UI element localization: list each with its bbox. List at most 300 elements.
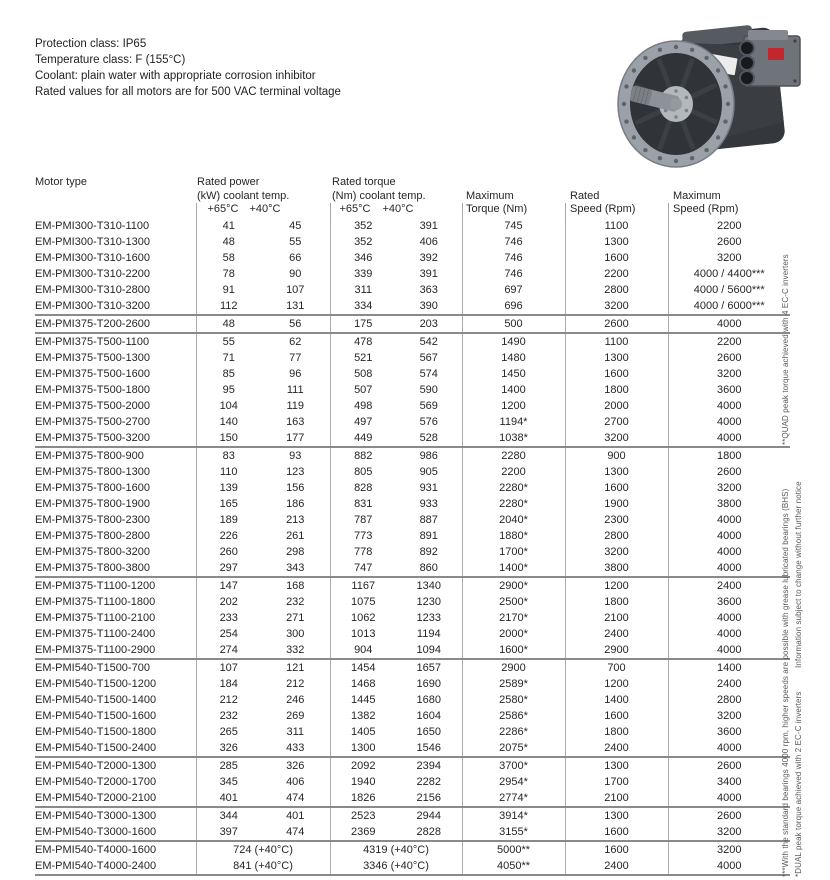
torque-65c-cell: 346 bbox=[330, 250, 396, 266]
table-row bbox=[35, 250, 790, 266]
header-divider bbox=[565, 203, 566, 218]
power-65c-cell: 202 bbox=[196, 594, 261, 610]
rated-speed-cell: 900 bbox=[565, 447, 668, 464]
motor-type-cell: EM-PMI375-T800-2800 bbox=[35, 530, 150, 542]
power-40c-cell: 156 bbox=[286, 482, 305, 494]
max-torque-cell: 2280* bbox=[462, 496, 565, 512]
motor-type-cell: EM-PMI375-T1100-2100 bbox=[35, 612, 156, 624]
rated-speed-cell: 3200 bbox=[565, 430, 668, 447]
max-torque-cell: 1490 bbox=[462, 333, 565, 350]
max-torque-cell: 2170* bbox=[462, 610, 565, 626]
torque-65c-cell: 1382 bbox=[330, 708, 396, 724]
rated-speed-cell: 1200 bbox=[565, 676, 668, 692]
max-speed-cell: 2400 bbox=[668, 577, 790, 594]
max-speed-cell: 4000 bbox=[668, 642, 790, 659]
max-torque-cell: 697 bbox=[462, 282, 565, 298]
max-speed-cell: 4000 bbox=[668, 740, 790, 757]
torque-40c-cell: 891 bbox=[419, 530, 438, 542]
power-65c-cell: 85 bbox=[196, 366, 261, 382]
table-row bbox=[35, 382, 790, 398]
torque-65c-cell: 778 bbox=[330, 544, 396, 560]
power-65c-cell: 189 bbox=[196, 512, 261, 528]
torque-65c-cell: 1468 bbox=[330, 676, 396, 692]
max-speed-cell: 3600 bbox=[668, 382, 790, 398]
torque-65c-cell: 831 bbox=[330, 496, 396, 512]
max-speed-cell: 3200 bbox=[668, 366, 790, 382]
table-row bbox=[35, 414, 790, 430]
power-40c-cell: 300 bbox=[286, 628, 305, 640]
motor-type-cell: EM-PMI540-T3000-1600 bbox=[35, 824, 196, 841]
power-65c-cell: 212 bbox=[196, 692, 261, 708]
table-row bbox=[35, 790, 790, 807]
max-torque-cell: 2900* bbox=[462, 577, 565, 594]
torque-40c-cell: 528 bbox=[396, 430, 462, 447]
torque-40c-cell: 1230 bbox=[416, 596, 441, 608]
table-row bbox=[35, 858, 790, 875]
max-speed-cell: 4000 bbox=[668, 315, 790, 333]
torque-65c-cell: 805 bbox=[330, 464, 396, 480]
max-torque-cell: 2286* bbox=[462, 724, 565, 740]
max-torque-cell: 1194* bbox=[462, 414, 565, 430]
torque-40c-cell: 2156 bbox=[396, 790, 462, 807]
rated-speed-cell: 1800 bbox=[565, 594, 668, 610]
max-torque-cell: 1450 bbox=[462, 366, 565, 382]
rated-speed-cell: 1600 bbox=[565, 250, 668, 266]
max-speed-cell: 4000 / 4400*** bbox=[668, 266, 790, 282]
torque-65c-cell: 2369 bbox=[330, 824, 396, 841]
power-40c-cell: 311 bbox=[286, 726, 305, 738]
power-40c-cell: 186 bbox=[286, 498, 305, 510]
max-speed-cell: 3200 bbox=[668, 480, 790, 496]
terminal-box-icon bbox=[740, 30, 800, 86]
motor-type-cell: EM-PMI375-T1100-1200 bbox=[35, 580, 156, 592]
torque-65c-cell: 1454 bbox=[330, 659, 396, 676]
rated-speed-cell: 1900 bbox=[565, 496, 668, 512]
power-65c-cell: 91 bbox=[196, 282, 261, 298]
power-65c-cell: 104 bbox=[196, 398, 261, 414]
rated-power-cell: 841 (+40°C) bbox=[196, 858, 330, 875]
power-40c-cell: 269 bbox=[286, 710, 305, 722]
max-speed-cell: 3200 bbox=[668, 708, 790, 724]
power-65c-cell: 150 bbox=[196, 430, 261, 447]
power-65c-cell: 112 bbox=[196, 298, 261, 315]
max-torque-cell: 1880* bbox=[462, 528, 565, 544]
torque-40c-cell: 1340 bbox=[416, 580, 441, 592]
power-65c-cell: 48 bbox=[196, 234, 261, 250]
table-row bbox=[35, 298, 790, 315]
power-40c-cell: 90 bbox=[289, 268, 302, 280]
table-row bbox=[35, 708, 790, 724]
torque-40c-cell: 1233 bbox=[416, 612, 441, 624]
power-40c-cell: 261 bbox=[286, 530, 305, 542]
torque-40c-cell: 390 bbox=[396, 298, 462, 315]
max-torque-cell: 2075* bbox=[462, 740, 565, 757]
rated-speed-cell: 2800 bbox=[565, 528, 668, 544]
max-speed-cell: 2800 bbox=[668, 692, 790, 708]
table-row bbox=[35, 282, 790, 298]
max-speed-cell: 4000 bbox=[668, 858, 790, 875]
table-row bbox=[35, 807, 790, 824]
max-torque-cell: 745 bbox=[462, 218, 565, 234]
rated-speed-cell: 3200 bbox=[565, 298, 668, 315]
motor-type-cell: EM-PMI375-T800-2300 bbox=[35, 514, 150, 526]
motor-type-cell: EM-PMI540-T1500-700 bbox=[35, 662, 150, 674]
power-40c-cell: 177 bbox=[261, 430, 330, 447]
power-65c-cell: 297 bbox=[196, 560, 261, 577]
max-speed-cell: 4000 bbox=[668, 560, 790, 577]
header-power-coolant: (kW) coolant temp. bbox=[197, 190, 290, 202]
torque-65c-cell: 498 bbox=[330, 398, 396, 414]
power-65c-cell: 326 bbox=[196, 740, 261, 757]
motor-type-cell: EM-PMI375-T500-2000 bbox=[35, 400, 150, 412]
table-row bbox=[35, 642, 790, 659]
max-torque-cell: 4050** bbox=[462, 858, 565, 875]
motor-photo bbox=[596, 10, 814, 170]
torque-40c-cell: 1690 bbox=[416, 678, 441, 690]
motor-type-cell: EM-PMI375-T800-1900 bbox=[35, 498, 150, 510]
rated-speed-cell: 1600 bbox=[565, 841, 668, 858]
max-speed-cell: 1800 bbox=[668, 447, 790, 464]
max-speed-cell: 3200 bbox=[668, 824, 790, 841]
max-torque-cell: 500 bbox=[462, 315, 565, 333]
power-65c-cell: 184 bbox=[196, 676, 261, 692]
power-65c-cell: 401 bbox=[196, 790, 261, 807]
header-rated-speed-2: Speed (Rpm) bbox=[570, 203, 636, 215]
rated-speed-cell: 2200 bbox=[565, 266, 668, 282]
max-speed-cell: 2200 bbox=[668, 333, 790, 350]
power-65c-cell: 274 bbox=[196, 642, 261, 659]
power-40c-cell: 474 bbox=[261, 824, 330, 841]
motor-type-cell: EM-PMI375-T500-1300 bbox=[35, 352, 150, 364]
torque-40c-cell: 1094 bbox=[396, 642, 462, 659]
max-torque-cell: 2280* bbox=[462, 480, 565, 496]
table-row bbox=[35, 496, 790, 512]
rated-speed-cell: 2400 bbox=[565, 740, 668, 757]
power-40c-cell: 326 bbox=[286, 760, 305, 772]
torque-65c-cell: 497 bbox=[330, 414, 396, 430]
torque-65c-cell: 882 bbox=[330, 447, 396, 464]
torque-65c-cell: 507 bbox=[330, 382, 396, 398]
max-speed-cell: 3200 bbox=[668, 250, 790, 266]
rated-speed-cell: 3800 bbox=[565, 560, 668, 577]
table-row bbox=[35, 234, 790, 250]
max-speed-cell: 3600 bbox=[668, 594, 790, 610]
motor-type-cell: EM-PMI540-T3000-1300 bbox=[35, 810, 157, 822]
rated-speed-cell: 2700 bbox=[565, 414, 668, 430]
motor-type-cell: EM-PMI375-T800-3200 bbox=[35, 546, 150, 558]
power-40c-cell: 343 bbox=[261, 560, 330, 577]
header-motor-type: Motor type bbox=[35, 176, 87, 188]
power-65c-cell: 265 bbox=[196, 724, 261, 740]
rated-speed-cell: 1100 bbox=[565, 218, 668, 234]
rated-speed-cell: 2400 bbox=[565, 626, 668, 642]
torque-40c-cell: 1657 bbox=[416, 662, 441, 674]
motor-type-cell: EM-PMI540-T1500-1400 bbox=[35, 694, 157, 706]
torque-40c-cell: 2282 bbox=[416, 776, 441, 788]
motor-type-cell: EM-PMI540-T1500-2400 bbox=[35, 740, 196, 757]
table-row bbox=[35, 757, 790, 774]
header-divider bbox=[462, 203, 463, 218]
motor-type-cell: EM-PMI375-T1100-2900 bbox=[35, 642, 196, 659]
torque-65c-cell: 521 bbox=[330, 350, 396, 366]
table-row bbox=[35, 366, 790, 382]
motor-type-cell: EM-PMI540-T2000-1300 bbox=[35, 760, 157, 772]
power-65c-cell: 397 bbox=[196, 824, 261, 841]
max-speed-cell: 2200 bbox=[668, 218, 790, 234]
power-40c-cell: 96 bbox=[289, 368, 302, 380]
protection-class-line: Protection class: IP65 bbox=[35, 38, 147, 50]
power-40c-cell: 232 bbox=[286, 596, 305, 608]
max-torque-cell: 2000* bbox=[462, 626, 565, 642]
rated-speed-cell: 1100 bbox=[565, 333, 668, 350]
power-40c-cell: 271 bbox=[286, 612, 305, 624]
max-speed-cell: 4000 bbox=[668, 430, 790, 447]
rated-speed-cell: 1200 bbox=[565, 577, 668, 594]
rated-speed-cell: 700 bbox=[565, 659, 668, 676]
max-speed-cell: 4000 bbox=[668, 610, 790, 626]
power-65c-cell: 232 bbox=[196, 708, 261, 724]
max-torque-cell: 1400 bbox=[462, 382, 565, 398]
max-speed-cell: 2600 bbox=[668, 757, 790, 774]
rated-speed-cell: 1600 bbox=[565, 366, 668, 382]
table-row bbox=[35, 544, 790, 560]
table-row bbox=[35, 528, 790, 544]
header-torque-65c: +65°C bbox=[339, 203, 371, 215]
header-power-65c: +65°C bbox=[207, 203, 239, 215]
max-torque-cell: 2586* bbox=[462, 708, 565, 724]
max-speed-cell: 4000 / 6000*** bbox=[668, 298, 790, 315]
max-speed-cell: 3600 bbox=[668, 724, 790, 740]
motor-type-cell: EM-PMI375-T800-1300 bbox=[35, 466, 150, 478]
power-40c-cell: 45 bbox=[289, 220, 302, 232]
torque-40c-cell: 1680 bbox=[416, 694, 441, 706]
motor-type-cell: EM-PMI540-T4000-2400 bbox=[35, 858, 196, 875]
rated-speed-cell: 2100 bbox=[565, 790, 668, 807]
torque-65c-cell: 828 bbox=[330, 480, 396, 496]
power-65c-cell: 254 bbox=[196, 626, 261, 642]
header-max-torque-1: Maximum bbox=[466, 190, 514, 202]
power-65c-cell: 140 bbox=[196, 414, 261, 430]
torque-40c-cell: 2828 bbox=[396, 824, 462, 841]
torque-40c-cell: 363 bbox=[419, 284, 438, 296]
power-40c-cell: 93 bbox=[289, 450, 302, 462]
header-torque-40c: +40°C bbox=[382, 203, 414, 215]
header-torque-coolant: (Nm) coolant temp. bbox=[332, 190, 426, 202]
power-65c-cell: 58 bbox=[196, 250, 261, 266]
max-speed-cell: 2600 bbox=[668, 234, 790, 250]
max-torque-cell: 1480 bbox=[462, 350, 565, 366]
power-40c-cell: 212 bbox=[286, 678, 305, 690]
max-torque-cell: 5000** bbox=[462, 841, 565, 858]
power-40c-cell: 107 bbox=[286, 284, 305, 296]
max-speed-cell: 3400 bbox=[668, 774, 790, 790]
power-40c-cell: 433 bbox=[261, 740, 330, 757]
max-speed-cell: 2600 bbox=[668, 464, 790, 480]
motor-type-cell: EM-PMI375-T500-1600 bbox=[35, 368, 150, 380]
max-speed-cell: 4000 bbox=[668, 626, 790, 642]
rated-speed-cell: 1300 bbox=[565, 350, 668, 366]
power-40c-cell: 246 bbox=[286, 694, 305, 706]
coolant-line: Coolant: plain water with appropriate corrosion inhibitor bbox=[35, 70, 316, 82]
torque-65c-cell: 904 bbox=[330, 642, 396, 659]
rated-speed-cell: 3200 bbox=[565, 544, 668, 560]
power-65c-cell: 41 bbox=[196, 218, 261, 234]
power-40c-cell: 131 bbox=[261, 298, 330, 315]
power-65c-cell: 285 bbox=[196, 757, 261, 774]
torque-40c-cell: 1650 bbox=[416, 726, 441, 738]
max-torque-cell: 2589* bbox=[462, 676, 565, 692]
torque-40c-cell: 887 bbox=[419, 514, 438, 526]
header-rated-power: Rated power bbox=[197, 176, 260, 188]
rated-speed-cell: 1800 bbox=[565, 382, 668, 398]
rated-speed-cell: 2600 bbox=[565, 315, 668, 333]
torque-40c-cell: 1194 bbox=[416, 628, 441, 640]
table-row bbox=[35, 740, 790, 757]
power-65c-cell: 107 bbox=[196, 659, 261, 676]
table-row bbox=[35, 512, 790, 528]
max-torque-cell: 2954* bbox=[462, 774, 565, 790]
table-row bbox=[35, 350, 790, 366]
table-row bbox=[35, 626, 790, 642]
max-torque-cell: 2580* bbox=[462, 692, 565, 708]
header-rated-speed-1: Rated bbox=[570, 190, 600, 202]
torque-40c-cell: 203 bbox=[396, 315, 462, 333]
max-speed-cell: 3800 bbox=[668, 496, 790, 512]
power-65c-cell: 345 bbox=[196, 774, 261, 790]
max-torque-cell: 1400* bbox=[462, 560, 565, 577]
spec-info-block bbox=[35, 36, 341, 100]
rated-speed-cell: 1400 bbox=[565, 692, 668, 708]
rated-speed-cell: 1300 bbox=[565, 464, 668, 480]
table-row bbox=[35, 447, 790, 464]
torque-65c-cell: 1300 bbox=[330, 740, 396, 757]
footnote-dual-torque: *DUAL peak torque achieved with 2 EC-C inverters bbox=[794, 691, 803, 877]
torque-65c-cell: 311 bbox=[330, 282, 396, 298]
rated-speed-cell: 2000 bbox=[565, 398, 668, 414]
rated-power-cell: 724 (+40°C) bbox=[196, 841, 330, 858]
torque-65c-cell: 1445 bbox=[330, 692, 396, 708]
rated-speed-cell: 1600 bbox=[565, 480, 668, 496]
power-40c-cell: 77 bbox=[289, 352, 302, 364]
table-row bbox=[35, 610, 790, 626]
torque-40c-cell: 1604 bbox=[416, 710, 441, 722]
rated-speed-cell: 1300 bbox=[565, 234, 668, 250]
torque-40c-cell: 391 bbox=[419, 268, 438, 280]
torque-65c-cell: 1826 bbox=[330, 790, 396, 807]
torque-40c-cell: 406 bbox=[419, 236, 438, 248]
torque-65c-cell: 352 bbox=[330, 218, 396, 234]
torque-40c-cell: 933 bbox=[419, 498, 438, 510]
header-max-speed-1: Maximum bbox=[673, 190, 721, 202]
table-row bbox=[35, 430, 790, 447]
torque-40c-cell: 986 bbox=[419, 450, 438, 462]
torque-40c-cell: 905 bbox=[419, 466, 438, 478]
table-row bbox=[35, 824, 790, 841]
power-40c-cell: 168 bbox=[286, 580, 305, 592]
torque-65c-cell: 1167 bbox=[330, 577, 396, 594]
power-65c-cell: 71 bbox=[196, 350, 261, 366]
motor-type-cell: EM-PMI375-T500-2700 bbox=[35, 416, 150, 428]
torque-65c-cell: 449 bbox=[330, 430, 396, 447]
motor-type-cell: EM-PMI375-T500-1800 bbox=[35, 384, 150, 396]
torque-65c-cell: 339 bbox=[330, 266, 396, 282]
power-65c-cell: 110 bbox=[196, 464, 261, 480]
header-power-40c: +40°C bbox=[249, 203, 281, 215]
max-torque-cell: 746 bbox=[462, 234, 565, 250]
table-row bbox=[35, 480, 790, 496]
max-torque-cell: 1200 bbox=[462, 398, 565, 414]
torque-65c-cell: 787 bbox=[330, 512, 396, 528]
table-row bbox=[35, 774, 790, 790]
power-65c-cell: 165 bbox=[196, 496, 261, 512]
torque-65c-cell: 747 bbox=[330, 560, 396, 577]
max-torque-cell: 3700* bbox=[462, 757, 565, 774]
power-65c-cell: 344 bbox=[196, 807, 261, 824]
power-65c-cell: 55 bbox=[196, 333, 261, 350]
max-torque-cell: 1600* bbox=[462, 642, 565, 659]
torque-65c-cell: 1062 bbox=[330, 610, 396, 626]
torque-40c-cell: 892 bbox=[419, 546, 438, 558]
power-65c-cell: 147 bbox=[196, 577, 261, 594]
rated-speed-cell: 1300 bbox=[565, 757, 668, 774]
motor-type-cell: EM-PMI375-T500-3200 bbox=[35, 430, 196, 447]
motor-type-cell: EM-PMI540-T2000-2100 bbox=[35, 790, 196, 807]
temperature-class-line: Temperature class: F (155°C) bbox=[35, 54, 186, 66]
rated-speed-cell: 1600 bbox=[565, 708, 668, 724]
table-row bbox=[35, 724, 790, 740]
power-65c-cell: 233 bbox=[196, 610, 261, 626]
motor-type-cell: EM-PMI540-T4000-1600 bbox=[35, 844, 157, 856]
max-torque-cell: 2500* bbox=[462, 594, 565, 610]
header-max-torque-2: Torque (Nm) bbox=[466, 203, 528, 215]
header-divider bbox=[668, 203, 669, 218]
power-40c-cell: 55 bbox=[289, 236, 302, 248]
header-rated-torque: Rated torque bbox=[332, 176, 396, 188]
torque-40c-cell: 1546 bbox=[396, 740, 462, 757]
max-torque-cell: 2900 bbox=[462, 659, 565, 676]
torque-65c-cell: 478 bbox=[330, 333, 396, 350]
table-row bbox=[35, 398, 790, 414]
max-speed-cell: 1400 bbox=[668, 659, 790, 676]
table-row bbox=[35, 692, 790, 708]
table-row bbox=[35, 333, 790, 350]
table-row bbox=[35, 315, 790, 333]
power-65c-cell: 48 bbox=[196, 315, 261, 333]
power-40c-cell: 56 bbox=[261, 315, 330, 333]
power-40c-cell: 298 bbox=[286, 546, 305, 558]
rated-speed-cell: 1800 bbox=[565, 724, 668, 740]
footnote-standard-bearings: ***With the standard bearings 4000 rpm, higher speeds are possible with grease lubricated bearings (BHS) bbox=[781, 488, 790, 877]
power-40c-cell: 62 bbox=[289, 336, 302, 348]
max-speed-cell: 4000 / 5600*** bbox=[668, 282, 790, 298]
torque-40c-cell: 392 bbox=[419, 252, 438, 264]
motor-type-cell: EM-PMI375-T1100-1800 bbox=[35, 596, 156, 608]
torque-40c-cell: 2394 bbox=[416, 760, 441, 772]
max-torque-cell: 746 bbox=[462, 266, 565, 282]
motor-type-cell: EM-PMI375-T800-3800 bbox=[35, 560, 196, 577]
rated-speed-cell: 1700 bbox=[565, 774, 668, 790]
max-torque-cell: 1700* bbox=[462, 544, 565, 560]
table-row bbox=[35, 266, 790, 282]
motor-type-cell: EM-PMI540-T2000-1700 bbox=[35, 776, 157, 788]
power-40c-cell: 332 bbox=[261, 642, 330, 659]
power-40c-cell: 406 bbox=[286, 776, 305, 788]
table-row bbox=[35, 464, 790, 480]
motor-type-cell: EM-PMI300-T310-1100 bbox=[35, 220, 150, 232]
torque-40c-cell: 574 bbox=[419, 368, 438, 380]
motor-type-cell: EM-PMI540-T1500-1200 bbox=[35, 678, 157, 690]
torque-65c-cell: 352 bbox=[330, 234, 396, 250]
